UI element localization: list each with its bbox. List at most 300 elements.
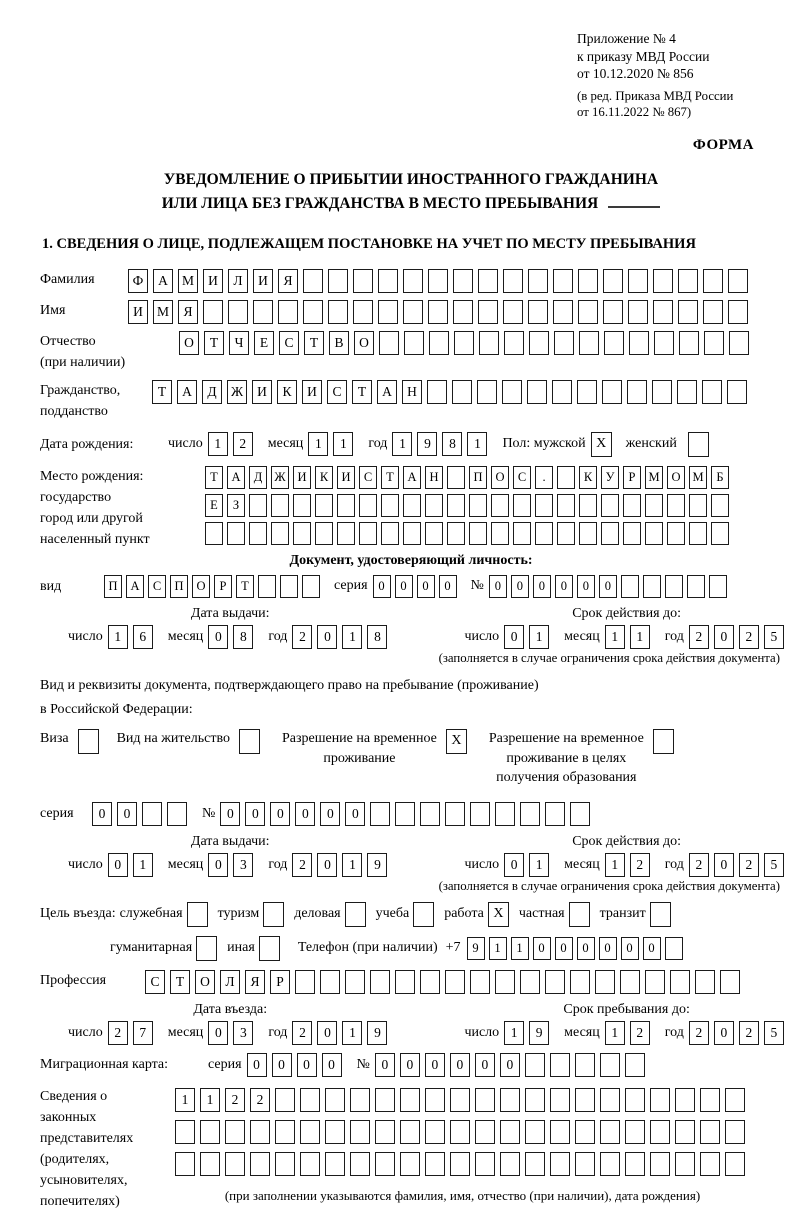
char-cell[interactable]: 9: [367, 1021, 387, 1045]
char-cell[interactable]: 1: [333, 432, 353, 456]
doc-number-boxes[interactable]: [489, 575, 731, 598]
char-cell[interactable]: Т: [152, 380, 172, 404]
char-cell[interactable]: 5: [764, 625, 784, 649]
char-cell[interactable]: [525, 1152, 545, 1176]
char-cell[interactable]: [520, 970, 540, 994]
char-cell[interactable]: [303, 300, 323, 324]
char-cell[interactable]: [359, 494, 377, 517]
char-cell[interactable]: [529, 331, 549, 355]
char-cell[interactable]: 2: [689, 853, 709, 877]
char-cell[interactable]: 0: [117, 802, 137, 826]
char-cell[interactable]: [445, 970, 465, 994]
char-cell[interactable]: [425, 1088, 445, 1112]
residence-expiry-day-boxes[interactable]: [504, 853, 554, 877]
char-cell[interactable]: Л: [220, 970, 240, 994]
char-cell[interactable]: [513, 494, 531, 517]
char-cell[interactable]: [700, 1088, 720, 1112]
purpose-official-checkbox[interactable]: [187, 902, 208, 927]
char-cell[interactable]: [557, 494, 575, 517]
char-cell[interactable]: 1: [200, 1088, 220, 1112]
char-cell[interactable]: Я: [178, 300, 198, 324]
char-cell[interactable]: 0: [621, 937, 639, 960]
temp-residence-checkbox[interactable]: X: [446, 729, 467, 754]
char-cell[interactable]: [370, 970, 390, 994]
char-cell[interactable]: [447, 522, 465, 545]
purpose-humanitarian-checkbox[interactable]: [196, 936, 217, 961]
char-cell[interactable]: 0: [439, 575, 457, 598]
char-cell[interactable]: 0: [400, 1053, 420, 1077]
char-cell[interactable]: [280, 575, 298, 598]
char-cell[interactable]: [709, 575, 727, 598]
char-cell[interactable]: [403, 494, 421, 517]
char-cell[interactable]: 2: [225, 1088, 245, 1112]
char-cell[interactable]: [450, 1120, 470, 1144]
char-cell[interactable]: [450, 1088, 470, 1112]
char-cell[interactable]: Т: [352, 380, 372, 404]
char-cell[interactable]: 0: [270, 802, 290, 826]
char-cell[interactable]: [275, 1152, 295, 1176]
char-cell[interactable]: 2: [739, 625, 759, 649]
char-cell[interactable]: 0: [317, 1021, 337, 1045]
char-cell[interactable]: [601, 494, 619, 517]
char-cell[interactable]: 1: [605, 1021, 625, 1045]
char-cell[interactable]: [271, 522, 289, 545]
char-cell[interactable]: 1: [133, 853, 153, 877]
char-cell[interactable]: [253, 300, 273, 324]
char-cell[interactable]: [400, 1152, 420, 1176]
char-cell[interactable]: 5: [764, 1021, 784, 1045]
char-cell[interactable]: 0: [504, 853, 524, 877]
char-cell[interactable]: [670, 970, 690, 994]
char-cell[interactable]: [400, 1088, 420, 1112]
char-cell[interactable]: М: [153, 300, 173, 324]
char-cell[interactable]: 2: [233, 432, 253, 456]
char-cell[interactable]: [535, 522, 553, 545]
char-cell[interactable]: О: [195, 970, 215, 994]
char-cell[interactable]: 0: [489, 575, 507, 598]
char-cell[interactable]: [545, 802, 565, 826]
char-cell[interactable]: 0: [714, 625, 734, 649]
char-cell[interactable]: Р: [270, 970, 290, 994]
representatives-row2-boxes[interactable]: [175, 1120, 750, 1144]
char-cell[interactable]: [628, 269, 648, 293]
char-cell[interactable]: [675, 1152, 695, 1176]
char-cell[interactable]: [205, 522, 223, 545]
char-cell[interactable]: [554, 331, 574, 355]
doc-series-boxes[interactable]: [373, 575, 461, 598]
doc-type-boxes[interactable]: [104, 575, 324, 598]
char-cell[interactable]: 6: [133, 625, 153, 649]
char-cell[interactable]: 2: [292, 853, 312, 877]
char-cell[interactable]: [550, 1152, 570, 1176]
char-cell[interactable]: [428, 300, 448, 324]
char-cell[interactable]: [601, 522, 619, 545]
residence-issue-year-boxes[interactable]: [292, 853, 392, 877]
char-cell[interactable]: [623, 522, 641, 545]
char-cell[interactable]: 2: [630, 853, 650, 877]
char-cell[interactable]: А: [377, 380, 397, 404]
residence-issue-day-boxes[interactable]: [108, 853, 158, 877]
char-cell[interactable]: 1: [504, 1021, 524, 1045]
char-cell[interactable]: [470, 970, 490, 994]
char-cell[interactable]: Д: [249, 466, 267, 489]
char-cell[interactable]: [550, 1053, 570, 1077]
char-cell[interactable]: 0: [247, 1053, 267, 1077]
char-cell[interactable]: [629, 331, 649, 355]
char-cell[interactable]: [603, 269, 623, 293]
char-cell[interactable]: [491, 522, 509, 545]
char-cell[interactable]: [203, 300, 223, 324]
char-cell[interactable]: [602, 380, 622, 404]
char-cell[interactable]: [325, 1088, 345, 1112]
purpose-transit-checkbox[interactable]: [650, 902, 671, 927]
char-cell[interactable]: 1: [605, 853, 625, 877]
char-cell[interactable]: Ф: [128, 269, 148, 293]
char-cell[interactable]: 8: [367, 625, 387, 649]
char-cell[interactable]: П: [469, 466, 487, 489]
char-cell[interactable]: [577, 380, 597, 404]
char-cell[interactable]: 1: [467, 432, 487, 456]
char-cell[interactable]: Р: [623, 466, 641, 489]
char-cell[interactable]: [328, 269, 348, 293]
char-cell[interactable]: [625, 1120, 645, 1144]
char-cell[interactable]: 1: [489, 937, 507, 960]
char-cell[interactable]: 0: [375, 1053, 395, 1077]
char-cell[interactable]: 0: [500, 1053, 520, 1077]
char-cell[interactable]: М: [645, 466, 663, 489]
char-cell[interactable]: К: [579, 466, 597, 489]
char-cell[interactable]: И: [253, 269, 273, 293]
char-cell[interactable]: 0: [504, 625, 524, 649]
char-cell[interactable]: О: [179, 331, 199, 355]
gender-male-checkbox[interactable]: X: [591, 432, 612, 457]
char-cell[interactable]: [728, 300, 748, 324]
char-cell[interactable]: [403, 522, 421, 545]
char-cell[interactable]: 2: [250, 1088, 270, 1112]
given-name-boxes[interactable]: [128, 300, 753, 324]
char-cell[interactable]: [375, 1120, 395, 1144]
char-cell[interactable]: Б: [711, 466, 729, 489]
gender-female-checkbox[interactable]: [688, 432, 709, 457]
char-cell[interactable]: [520, 802, 540, 826]
char-cell[interactable]: [528, 269, 548, 293]
char-cell[interactable]: [625, 1088, 645, 1112]
phone-boxes[interactable]: [467, 937, 687, 960]
char-cell[interactable]: 0: [577, 575, 595, 598]
char-cell[interactable]: [378, 300, 398, 324]
char-cell[interactable]: 0: [599, 575, 617, 598]
char-cell[interactable]: [470, 802, 490, 826]
char-cell[interactable]: [575, 1120, 595, 1144]
char-cell[interactable]: Т: [236, 575, 254, 598]
entry-year-boxes[interactable]: [292, 1021, 392, 1045]
purpose-other-checkbox[interactable]: [259, 936, 280, 961]
char-cell[interactable]: [689, 494, 707, 517]
char-cell[interactable]: [350, 1088, 370, 1112]
char-cell[interactable]: 2: [689, 625, 709, 649]
char-cell[interactable]: 9: [367, 853, 387, 877]
identity-expiry-day-boxes[interactable]: [504, 625, 554, 649]
char-cell[interactable]: Н: [402, 380, 422, 404]
char-cell[interactable]: Л: [228, 269, 248, 293]
char-cell[interactable]: 0: [295, 802, 315, 826]
char-cell[interactable]: 1: [529, 625, 549, 649]
char-cell[interactable]: [535, 494, 553, 517]
char-cell[interactable]: [200, 1152, 220, 1176]
char-cell[interactable]: О: [354, 331, 374, 355]
char-cell[interactable]: 0: [373, 575, 391, 598]
char-cell[interactable]: [704, 331, 724, 355]
char-cell[interactable]: [667, 522, 685, 545]
char-cell[interactable]: [428, 269, 448, 293]
char-cell[interactable]: 0: [533, 937, 551, 960]
char-cell[interactable]: П: [104, 575, 122, 598]
char-cell[interactable]: Я: [278, 269, 298, 293]
char-cell[interactable]: [452, 380, 472, 404]
char-cell[interactable]: [375, 1088, 395, 1112]
char-cell[interactable]: [702, 380, 722, 404]
migration-series-boxes[interactable]: [247, 1053, 347, 1077]
char-cell[interactable]: [623, 494, 641, 517]
char-cell[interactable]: [300, 1120, 320, 1144]
char-cell[interactable]: [620, 970, 640, 994]
char-cell[interactable]: [350, 1152, 370, 1176]
patronymic-boxes[interactable]: [179, 331, 754, 355]
char-cell[interactable]: [491, 494, 509, 517]
char-cell[interactable]: С: [359, 466, 377, 489]
char-cell[interactable]: [225, 1152, 245, 1176]
char-cell[interactable]: [425, 494, 443, 517]
char-cell[interactable]: С: [279, 331, 299, 355]
char-cell[interactable]: 2: [689, 1021, 709, 1045]
char-cell[interactable]: [650, 1152, 670, 1176]
char-cell[interactable]: [579, 494, 597, 517]
char-cell[interactable]: [578, 269, 598, 293]
char-cell[interactable]: [553, 300, 573, 324]
char-cell[interactable]: 7: [133, 1021, 153, 1045]
char-cell[interactable]: [711, 494, 729, 517]
char-cell[interactable]: 3: [233, 853, 253, 877]
char-cell[interactable]: [420, 970, 440, 994]
char-cell[interactable]: У: [601, 466, 619, 489]
char-cell[interactable]: А: [403, 466, 421, 489]
char-cell[interactable]: Е: [254, 331, 274, 355]
char-cell[interactable]: 0: [533, 575, 551, 598]
char-cell[interactable]: Н: [425, 466, 443, 489]
char-cell[interactable]: [603, 300, 623, 324]
purpose-private-checkbox[interactable]: [569, 902, 590, 927]
residence-issue-month-boxes[interactable]: [208, 853, 258, 877]
char-cell[interactable]: 0: [450, 1053, 470, 1077]
char-cell[interactable]: И: [337, 466, 355, 489]
char-cell[interactable]: 0: [417, 575, 435, 598]
char-cell[interactable]: 9: [467, 937, 485, 960]
char-cell[interactable]: [477, 380, 497, 404]
purpose-study-checkbox[interactable]: [413, 902, 434, 927]
char-cell[interactable]: [302, 575, 320, 598]
stay-year-boxes[interactable]: [689, 1021, 789, 1045]
char-cell[interactable]: [479, 331, 499, 355]
char-cell[interactable]: [275, 1088, 295, 1112]
char-cell[interactable]: И: [128, 300, 148, 324]
char-cell[interactable]: [250, 1152, 270, 1176]
char-cell[interactable]: С: [148, 575, 166, 598]
char-cell[interactable]: [503, 300, 523, 324]
representatives-row1-boxes[interactable]: [175, 1088, 750, 1112]
char-cell[interactable]: [320, 970, 340, 994]
char-cell[interactable]: [645, 970, 665, 994]
char-cell[interactable]: [258, 575, 276, 598]
char-cell[interactable]: [293, 522, 311, 545]
char-cell[interactable]: [600, 1088, 620, 1112]
char-cell[interactable]: [370, 802, 390, 826]
char-cell[interactable]: [729, 331, 749, 355]
char-cell[interactable]: [142, 802, 162, 826]
char-cell[interactable]: [550, 1088, 570, 1112]
purpose-work-checkbox[interactable]: X: [488, 902, 509, 927]
char-cell[interactable]: 0: [208, 1021, 228, 1045]
char-cell[interactable]: 1: [175, 1088, 195, 1112]
char-cell[interactable]: З: [227, 494, 245, 517]
char-cell[interactable]: Д: [202, 380, 222, 404]
char-cell[interactable]: О: [491, 466, 509, 489]
char-cell[interactable]: [578, 300, 598, 324]
char-cell[interactable]: [175, 1120, 195, 1144]
temp-residence-education-checkbox[interactable]: [653, 729, 674, 754]
char-cell[interactable]: [469, 522, 487, 545]
char-cell[interactable]: 0: [475, 1053, 495, 1077]
char-cell[interactable]: 1: [208, 432, 228, 456]
char-cell[interactable]: 0: [599, 937, 617, 960]
char-cell[interactable]: [495, 970, 515, 994]
char-cell[interactable]: [525, 1053, 545, 1077]
char-cell[interactable]: [725, 1120, 745, 1144]
char-cell[interactable]: [652, 380, 672, 404]
char-cell[interactable]: К: [315, 466, 333, 489]
char-cell[interactable]: [325, 1120, 345, 1144]
stay-month-boxes[interactable]: [605, 1021, 655, 1045]
char-cell[interactable]: Т: [304, 331, 324, 355]
purpose-tourism-checkbox[interactable]: [263, 902, 284, 927]
char-cell[interactable]: 1: [342, 853, 362, 877]
char-cell[interactable]: 5: [764, 853, 784, 877]
residence-expiry-year-boxes[interactable]: [689, 853, 789, 877]
char-cell[interactable]: 0: [220, 802, 240, 826]
char-cell[interactable]: [337, 494, 355, 517]
char-cell[interactable]: Я: [245, 970, 265, 994]
char-cell[interactable]: 9: [529, 1021, 549, 1045]
identity-expiry-month-boxes[interactable]: [605, 625, 655, 649]
char-cell[interactable]: П: [170, 575, 188, 598]
char-cell[interactable]: [502, 380, 522, 404]
char-cell[interactable]: [381, 522, 399, 545]
char-cell[interactable]: 2: [292, 1021, 312, 1045]
char-cell[interactable]: [175, 1152, 195, 1176]
char-cell[interactable]: [404, 331, 424, 355]
char-cell[interactable]: 0: [322, 1053, 342, 1077]
char-cell[interactable]: [679, 331, 699, 355]
char-cell[interactable]: 1: [308, 432, 328, 456]
char-cell[interactable]: 0: [643, 937, 661, 960]
char-cell[interactable]: [525, 1088, 545, 1112]
char-cell[interactable]: [478, 300, 498, 324]
char-cell[interactable]: [650, 1088, 670, 1112]
char-cell[interactable]: [425, 1152, 445, 1176]
char-cell[interactable]: [600, 1120, 620, 1144]
char-cell[interactable]: 8: [442, 432, 462, 456]
char-cell[interactable]: [271, 494, 289, 517]
char-cell[interactable]: .: [535, 466, 553, 489]
char-cell[interactable]: [575, 1152, 595, 1176]
char-cell[interactable]: [353, 300, 373, 324]
char-cell[interactable]: [625, 1053, 645, 1077]
char-cell[interactable]: [600, 1053, 620, 1077]
char-cell[interactable]: 0: [317, 625, 337, 649]
char-cell[interactable]: [653, 300, 673, 324]
char-cell[interactable]: [700, 1120, 720, 1144]
char-cell[interactable]: [228, 300, 248, 324]
char-cell[interactable]: [249, 522, 267, 545]
residence-permit-checkbox[interactable]: [239, 729, 260, 754]
char-cell[interactable]: [395, 802, 415, 826]
char-cell[interactable]: [557, 522, 575, 545]
char-cell[interactable]: 2: [739, 853, 759, 877]
char-cell[interactable]: С: [145, 970, 165, 994]
residence-series-boxes[interactable]: [92, 802, 192, 826]
char-cell[interactable]: [579, 522, 597, 545]
char-cell[interactable]: [703, 269, 723, 293]
char-cell[interactable]: [570, 970, 590, 994]
char-cell[interactable]: [293, 494, 311, 517]
char-cell[interactable]: 0: [555, 575, 573, 598]
char-cell[interactable]: [275, 1120, 295, 1144]
char-cell[interactable]: [227, 522, 245, 545]
char-cell[interactable]: О: [667, 466, 685, 489]
char-cell[interactable]: [395, 970, 415, 994]
residence-number-boxes[interactable]: [220, 802, 595, 826]
char-cell[interactable]: Т: [205, 466, 223, 489]
char-cell[interactable]: [425, 1120, 445, 1144]
char-cell[interactable]: 2: [630, 1021, 650, 1045]
stay-day-boxes[interactable]: [504, 1021, 554, 1045]
char-cell[interactable]: [303, 269, 323, 293]
char-cell[interactable]: О: [192, 575, 210, 598]
char-cell[interactable]: 0: [317, 853, 337, 877]
char-cell[interactable]: [528, 300, 548, 324]
char-cell[interactable]: [678, 269, 698, 293]
char-cell[interactable]: 0: [245, 802, 265, 826]
char-cell[interactable]: 1: [529, 853, 549, 877]
char-cell[interactable]: 0: [272, 1053, 292, 1077]
char-cell[interactable]: [379, 331, 399, 355]
char-cell[interactable]: [500, 1088, 520, 1112]
char-cell[interactable]: Р: [214, 575, 232, 598]
char-cell[interactable]: [345, 970, 365, 994]
char-cell[interactable]: [579, 331, 599, 355]
char-cell[interactable]: 0: [714, 1021, 734, 1045]
char-cell[interactable]: 0: [395, 575, 413, 598]
char-cell[interactable]: [687, 575, 705, 598]
char-cell[interactable]: [553, 269, 573, 293]
char-cell[interactable]: [475, 1120, 495, 1144]
char-cell[interactable]: Т: [170, 970, 190, 994]
char-cell[interactable]: [403, 300, 423, 324]
birth-place-row1-boxes[interactable]: [205, 466, 733, 489]
char-cell[interactable]: [654, 331, 674, 355]
surname-boxes[interactable]: [128, 269, 753, 293]
birth-place-row2-boxes[interactable]: [205, 494, 733, 517]
char-cell[interactable]: 1: [630, 625, 650, 649]
